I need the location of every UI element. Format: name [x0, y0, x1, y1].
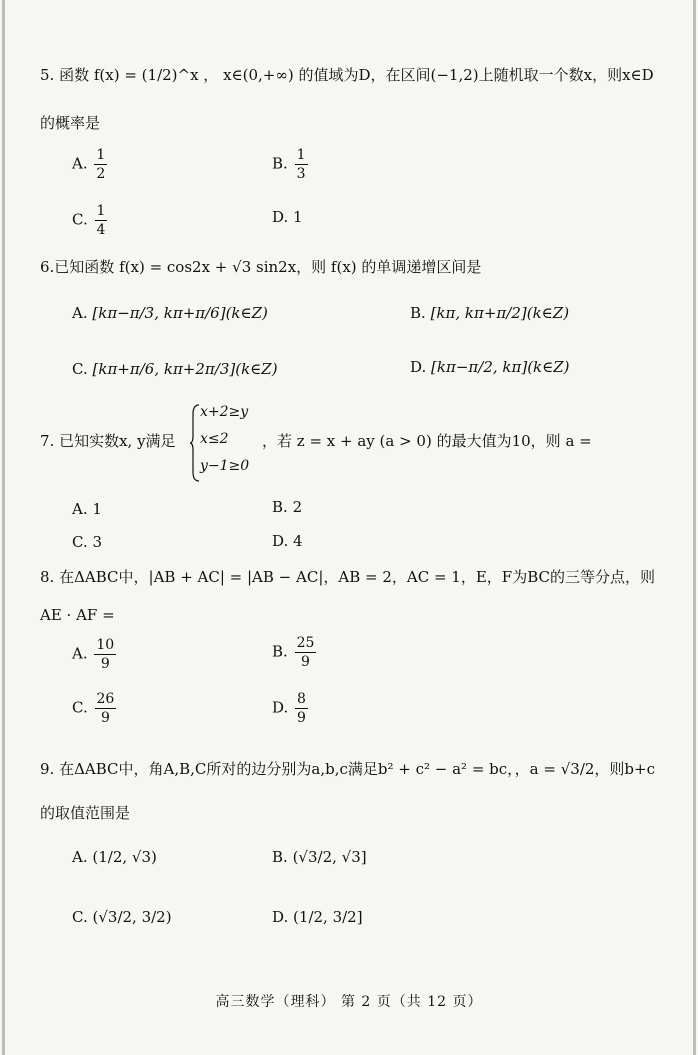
option-letter: D. — [272, 698, 289, 717]
option-letter: C. — [72, 908, 88, 926]
option-text: 3 — [92, 533, 103, 551]
option-text: (√3/2, 3/2) — [92, 908, 172, 926]
q6-option-a[interactable] — [72, 302, 268, 324]
q9-option-b[interactable] — [272, 846, 367, 868]
option-letter: A. — [72, 848, 88, 866]
q8-option-d[interactable] — [272, 690, 310, 727]
q6-stem: 6.已知函数 f(x) = cos2x + √3 sin2x，则 f(x) 的单调递增区间是 — [40, 258, 482, 276]
option-text: 2 — [292, 498, 303, 516]
option-letter: A. — [72, 644, 88, 663]
option-text: [kπ, kπ+π/2](k∈Z) — [430, 304, 570, 322]
numerator: 1 — [96, 147, 106, 163]
option-letter: B. — [272, 498, 288, 516]
option-letter: B. — [272, 642, 288, 661]
numerator: 10 — [96, 637, 115, 653]
q7-option-a[interactable] — [72, 498, 102, 520]
denominator: 3 — [296, 166, 306, 182]
q7-condition-2: x≤2 — [200, 431, 229, 447]
option-text: 1 — [293, 208, 303, 226]
numerator: 1 — [296, 147, 306, 163]
q9-option-d[interactable] — [272, 906, 363, 928]
q6-option-b[interactable] — [410, 302, 569, 324]
option-text: 4 — [293, 532, 303, 550]
q5-option-b[interactable] — [272, 146, 310, 183]
page-footer: 高三数学（理科） 第 2 页（共 12 页） — [215, 994, 483, 1010]
q8-option-a[interactable] — [72, 636, 118, 673]
q7-stem-suffix: ，若 z = x + ay (a > 0) 的最大值为10，则 a = — [262, 432, 592, 450]
q7-option-b[interactable] — [272, 496, 302, 518]
option-letter: C. — [72, 533, 88, 551]
q7-option-c[interactable] — [72, 531, 102, 553]
q6-option-d[interactable] — [410, 356, 570, 378]
denominator: 9 — [297, 710, 306, 726]
q8-option-c[interactable] — [72, 690, 118, 727]
option-text: (√3/2, √3] — [292, 848, 367, 866]
option-letter: C. — [72, 360, 88, 378]
q5-option-d[interactable] — [272, 206, 303, 228]
option-letter: B. — [272, 848, 288, 866]
option-text: (1/2, √3) — [92, 848, 157, 866]
option-letter: A. — [72, 304, 88, 322]
q8-stem: 8. 在ΔABC中，|AB + AC| = |AB − AC|，AB = 2，AC = 1，E，F为BC的三等分点，则 — [40, 568, 655, 586]
q9-option-c[interactable] — [72, 906, 172, 928]
numerator: 26 — [96, 691, 115, 707]
option-letter: A. — [72, 500, 88, 518]
numerator: 8 — [297, 691, 306, 707]
denominator: 9 — [100, 656, 110, 672]
q7-condition-1: x+2≥y — [200, 404, 249, 420]
option-letter: D. — [272, 208, 289, 226]
scan-left-edge — [2, 0, 5, 1055]
q5-stem-cont: 的概率是 — [40, 114, 101, 132]
denominator: 9 — [301, 654, 310, 670]
scan-right-edge — [693, 0, 696, 1055]
option-text: [kπ−π/2, kπ](k∈Z) — [431, 358, 570, 376]
option-text: [kπ+π/6, kπ+2π/3](k∈Z) — [92, 360, 278, 378]
option-letter: D. — [272, 908, 289, 926]
option-letter: D. — [272, 532, 289, 550]
q5-option-a[interactable] — [72, 146, 109, 183]
option-text: (1/2, 3/2] — [293, 908, 363, 926]
q7-stem-prefix: 7. 已知实数x, y满足 — [40, 432, 176, 450]
q8-option-b[interactable] — [272, 634, 318, 671]
option-letter: C. — [72, 698, 88, 717]
numerator: 25 — [296, 635, 315, 651]
denominator: 4 — [96, 222, 106, 238]
q9-stem: 9. 在ΔABC中，角A,B,C所对的边分别为a,b,c满足b² + c² − a² = bc，，a = √3/2，则b+c — [40, 760, 655, 778]
q6-option-c[interactable] — [72, 358, 278, 380]
system-brace-icon — [190, 404, 200, 482]
denominator: 9 — [100, 710, 110, 726]
q8-stem-cont: AE · AF = — [40, 606, 115, 624]
option-letter: D. — [410, 358, 427, 376]
q5-option-c[interactable] — [72, 202, 109, 239]
option-letter: A. — [72, 154, 88, 173]
option-text: [kπ−π/3, kπ+π/6](k∈Z) — [92, 304, 268, 322]
q7-option-d[interactable] — [272, 530, 303, 552]
option-letter: B. — [410, 304, 426, 322]
option-letter: C. — [72, 210, 88, 229]
denominator: 2 — [96, 166, 106, 182]
q9-option-a[interactable] — [72, 846, 157, 868]
option-letter: B. — [272, 154, 288, 173]
q7-condition-3: y−1≥0 — [200, 458, 250, 474]
q5-stem: 5. 函数 f(x) = (1/2)^x ， x∈(0,+∞) 的值域为D，在区间(−1,2)上随机取一个数x，则x∈D — [40, 66, 654, 84]
q9-stem-cont: 的取值范围是 — [40, 804, 131, 822]
option-text: 1 — [92, 500, 102, 518]
numerator: 1 — [96, 203, 106, 219]
